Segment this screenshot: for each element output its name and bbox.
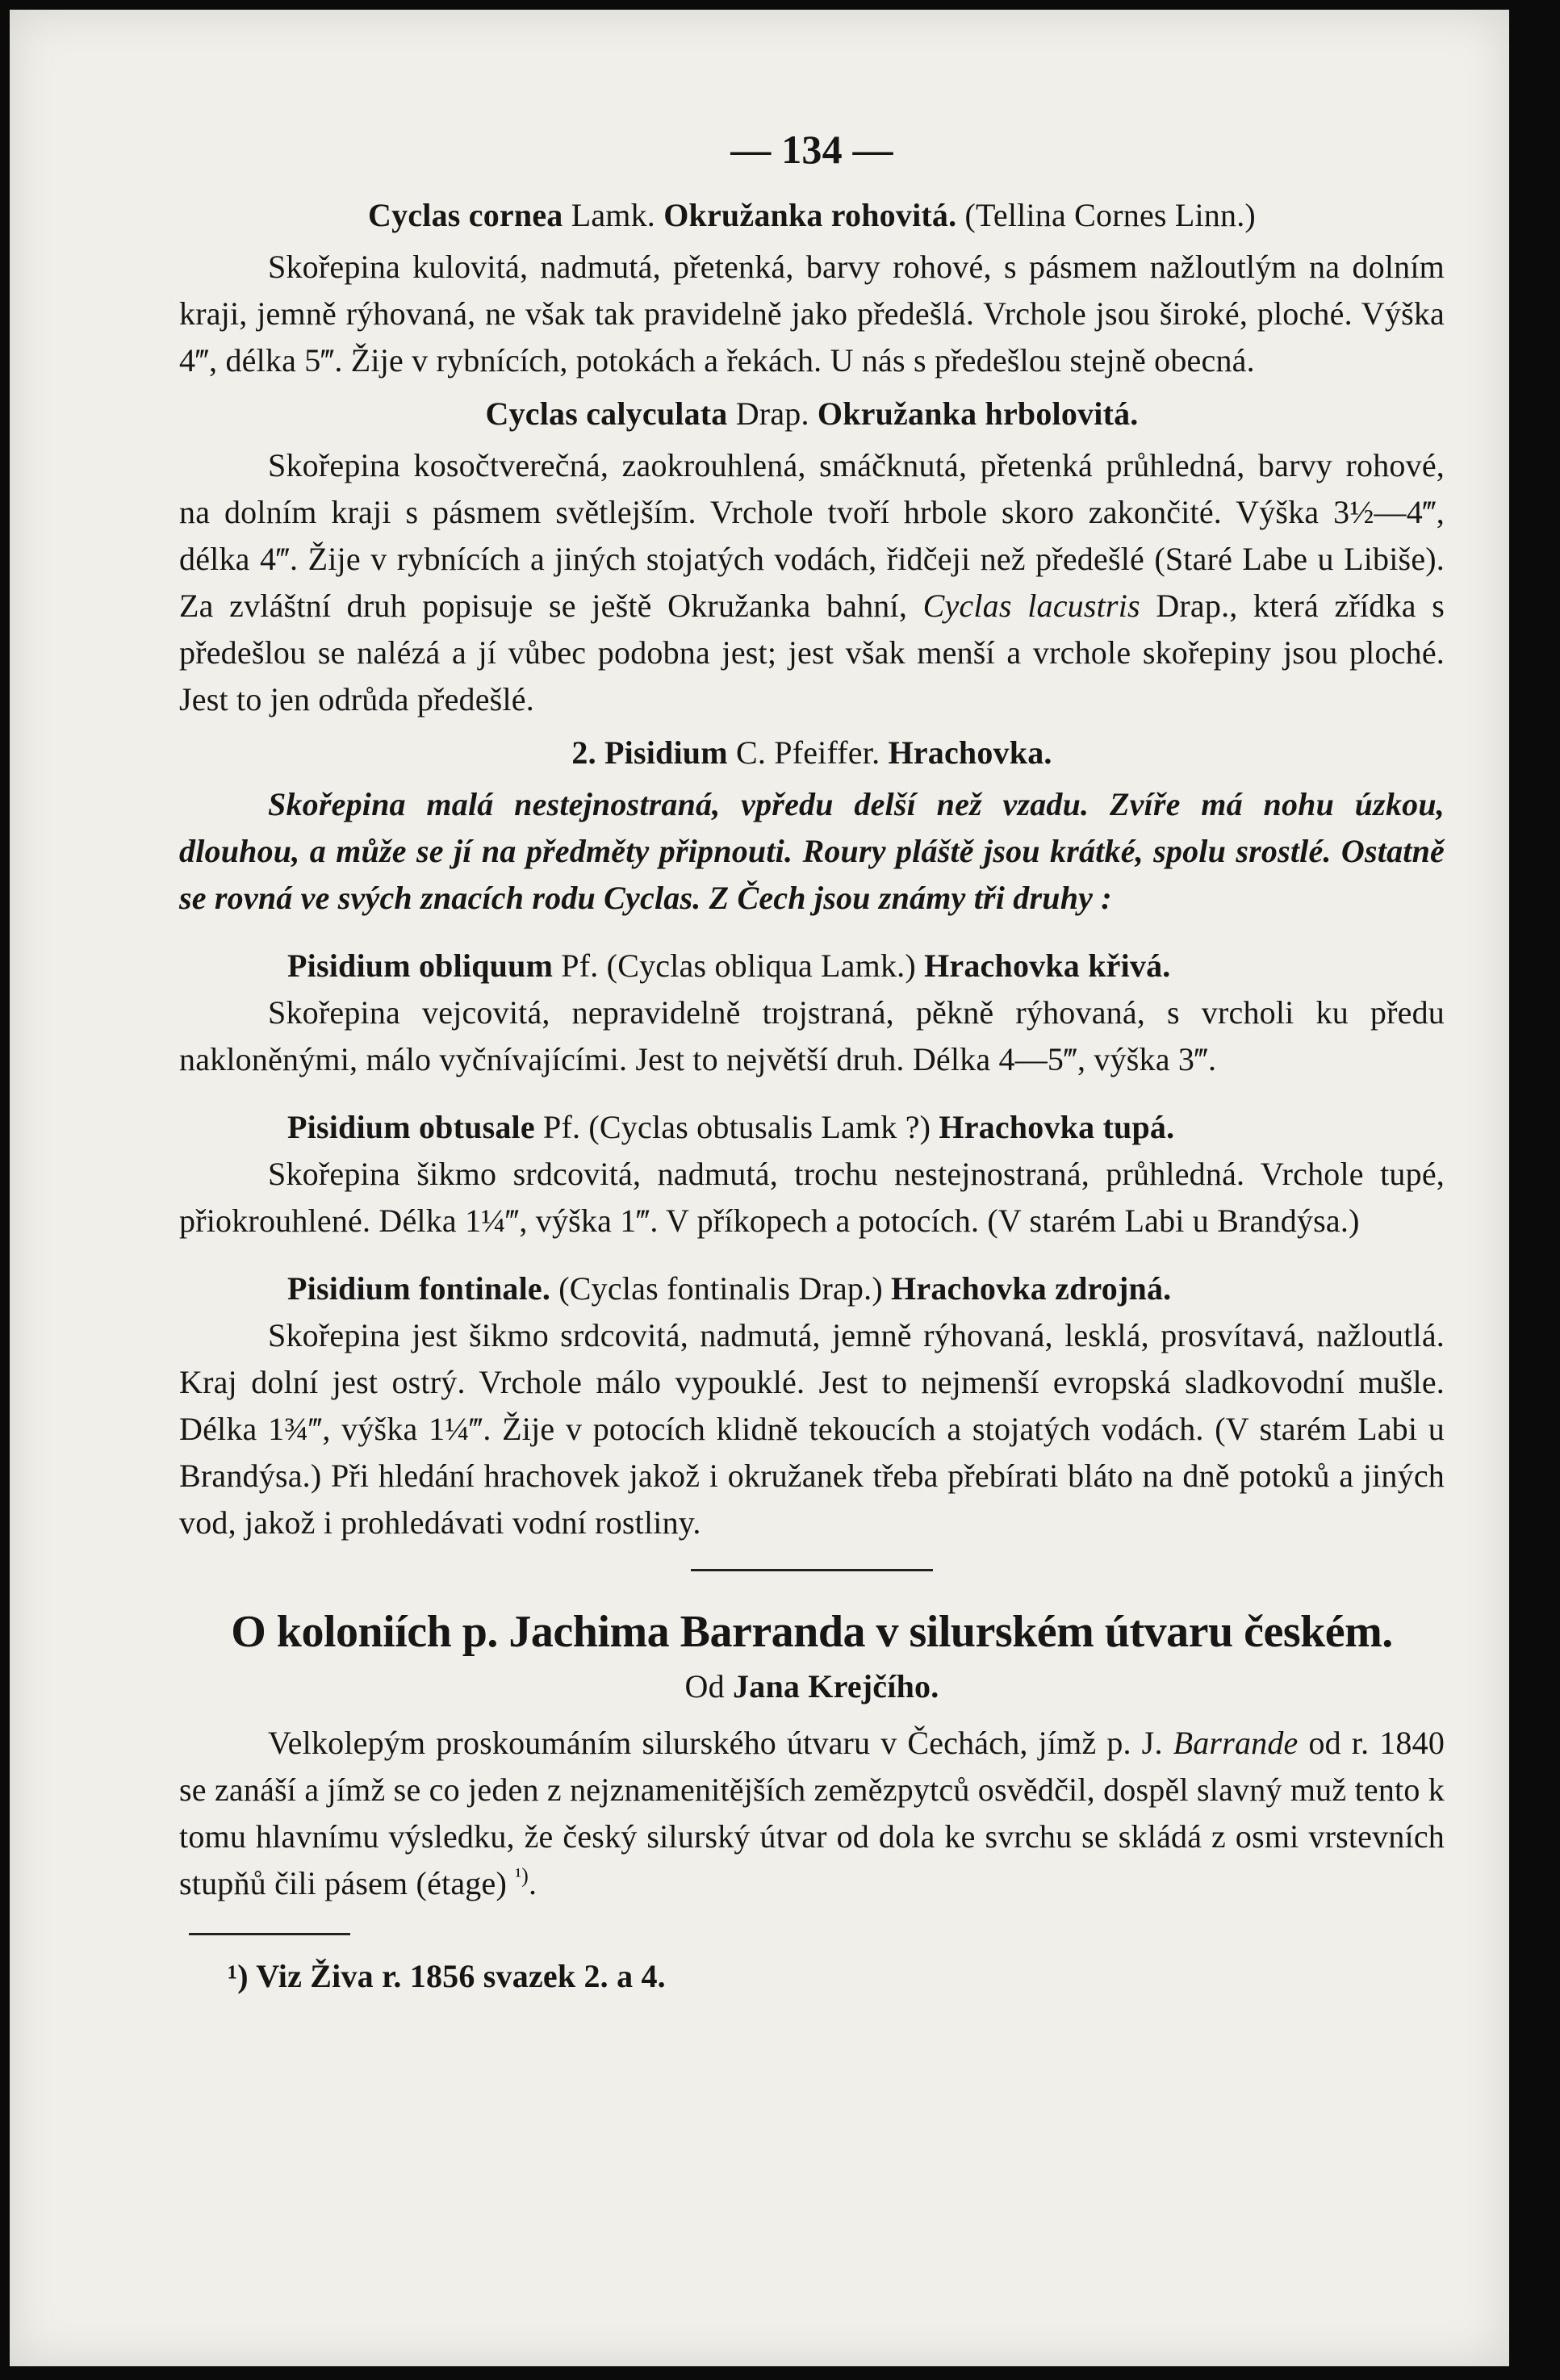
- czech-name: Okružanka rohovitá.: [663, 197, 957, 233]
- text-part: .: [529, 1865, 537, 1901]
- czech-name: Hrachovka tupá.: [939, 1109, 1175, 1145]
- section-number: 2.: [571, 734, 596, 771]
- species-heading-pisidium-fontinale: [179, 1265, 1445, 1312]
- footnote-reference[interactable]: ¹): [515, 1863, 529, 1888]
- czech-name: Hrachovka křivá.: [924, 947, 1171, 984]
- book-page: [10, 10, 1509, 2366]
- paragraph-article-intro: [179, 1720, 1445, 1907]
- author-abbrev: C. Pfeiffer.: [735, 734, 880, 771]
- paragraph-pisidium-obtusale: Skořepina šikmo srdcovitá, nadmutá, trochu nestejnostraná, průhledná. Vrchole tupé, přiokrouhlené. Délka 1¼‴, výška 1‴. V příkopech a potocích. (V starém Labi u Brandýsa.): [179, 1156, 1445, 1239]
- czech-name: Hrachovka.: [888, 734, 1052, 771]
- latin-name: Pisidium fontinale.: [287, 1270, 551, 1307]
- text-part: Drap., která zřídka s předešlou se nalézá a jí vůbec podobna jest; jest však menší a vrchole skořepiny jsou ploché. Jest to jen odrůda předešlé.: [179, 588, 1445, 717]
- footnote-divider: [189, 1933, 350, 1935]
- footnote-mark: ¹): [228, 1958, 249, 1994]
- species-heading-pisidium-obtusale: [179, 1104, 1445, 1151]
- footnote-text: Viz Živa r. 1856 svazek 2. a 4.: [256, 1958, 666, 1994]
- czech-name: Okružanka hrbolovitá.: [817, 395, 1139, 432]
- latin-name-inline: Cyclas lacustris: [922, 588, 1140, 624]
- latin-name: Cyclas calyculata: [485, 395, 728, 432]
- paragraph-pisidium-obliquum: Skořepina vejcovitá, nepravidelně trojstraná, pěkně rýhovaná, s vrcholi ku předu nakloněnými, málo vyčnívajícími. Jest to největší druh. Délka 4—5‴, výška 3‴.: [179, 994, 1445, 1077]
- text-part: Velkolepým proskoumáním silurského útvaru v Čechách, jímž p. J.: [268, 1725, 1163, 1761]
- article-title: O koloniích p. Jachima Barranda v silurském útvaru českém.: [231, 1607, 1393, 1657]
- latin-name: Pisidium obliquum: [287, 947, 554, 984]
- synonym: (Cyclas fontinalis Drap.): [558, 1270, 883, 1307]
- czech-name: Hrachovka zdrojná.: [891, 1270, 1172, 1307]
- species-heading-cyclas-cornea: [179, 192, 1445, 239]
- author-abbrev: Pf.: [561, 947, 599, 984]
- byline-prefix: Od: [684, 1668, 725, 1704]
- page-content: [179, 121, 1445, 2000]
- text-part: od r. 1840 se zanáší a jímž se co jeden z nejznamenitějších zemězpytců osvědčil, dospěl slavný muž tento k tomu hlavnímu výsledku, že český silurský útvar od dola ke svrchu se skládá z osmi vrstevních stupňů čili pásem (étage): [179, 1725, 1445, 1901]
- footnote: [179, 1953, 1445, 2000]
- text-part: Skořepina kosočtverečná, zaokrouhlená, smáčknutá, přetenká průhledná, barvy rohové, na dolním kraji s pásmem světlejším. Vrchole tvoří hrbole skoro zakončité. Výška 3½—4‴, délka 4‴. Žije v rybnících a jiných stojatých vodách, řidčeji než předešlé (Staré Labe u Libiše). Za zvláštní druh popisuje se ještě Okružanka bahní,: [179, 447, 1445, 624]
- synonym: (Cyclas obtusalis Lamk ?): [588, 1109, 931, 1145]
- latin-name: Cyclas cornea: [368, 197, 563, 233]
- paragraph-pisidium-fontinale: Skořepina jest šikmo srdcovitá, nadmutá, jemně rýhovaná, lesklá, prosvítavá, nažloutlá. Kraj dolní jest ostrý. Vrchole málo vypouklé. Jest to nejmenší evropská sladkovodní mušle. Délka 1¾‴, výška 1¼‴. Žije v potocích klidně tekoucích a stojatých vodách. (V starém Labi u Brandýsa.) Při hledání hrachovek jakož i okružanek třeba přebírati bláto na dně potoků a jiných vod, jakož i prohledávati vodní rostliny.: [179, 1317, 1445, 1541]
- author-abbrev: Drap.: [735, 395, 809, 432]
- paragraph-cyclas-calyculata: [179, 442, 1445, 723]
- species-heading-pisidium-obliquum: [179, 943, 1445, 989]
- genus-heading-pisidium: [179, 730, 1445, 776]
- byline-author: Jana Krejčího.: [733, 1668, 939, 1704]
- paragraph-cyclas-cornea: Skořepina kulovitá, nadmutá, přetenká, barvy rohové, s pásmem nažloutlým na dolním kraji, jemně rýhovaná, ne však tak pravidelně jako předešlá. Vrchole jsou široké, ploché. Výška 4‴, délka 5‴. Žije v rybnících, potokách a řekách. U nás s předešlou stejně obecná.: [179, 249, 1445, 379]
- synonym: (Tellina Cornes Linn.): [964, 197, 1256, 233]
- species-heading-cyclas-calyculata: [179, 391, 1445, 437]
- latin-name: Pisidium: [604, 734, 728, 771]
- author-abbrev: Pf.: [543, 1109, 581, 1145]
- latin-name: Pisidium obtusale: [287, 1109, 535, 1145]
- person-name: Barrande: [1173, 1725, 1299, 1761]
- page-number: — 134 —: [730, 127, 893, 172]
- paragraph-pisidium-description: Skořepina malá nestejnostraná, vpředu delší než vzadu. Zvíře má nohu úzkou, dlouhou, a může se jí na předměty připnouti. Roury pláště jsou krátké, spolu srostlé. Ostatně se rovná ve svých znacích rodu Cyclas. Z Čech jsou známy tři druhy :: [179, 786, 1445, 916]
- synonym: (Cyclas obliqua Lamk.): [606, 947, 916, 984]
- section-divider: [691, 1569, 933, 1571]
- article-byline: [179, 1663, 1445, 1710]
- author-abbrev: Lamk.: [571, 197, 655, 233]
